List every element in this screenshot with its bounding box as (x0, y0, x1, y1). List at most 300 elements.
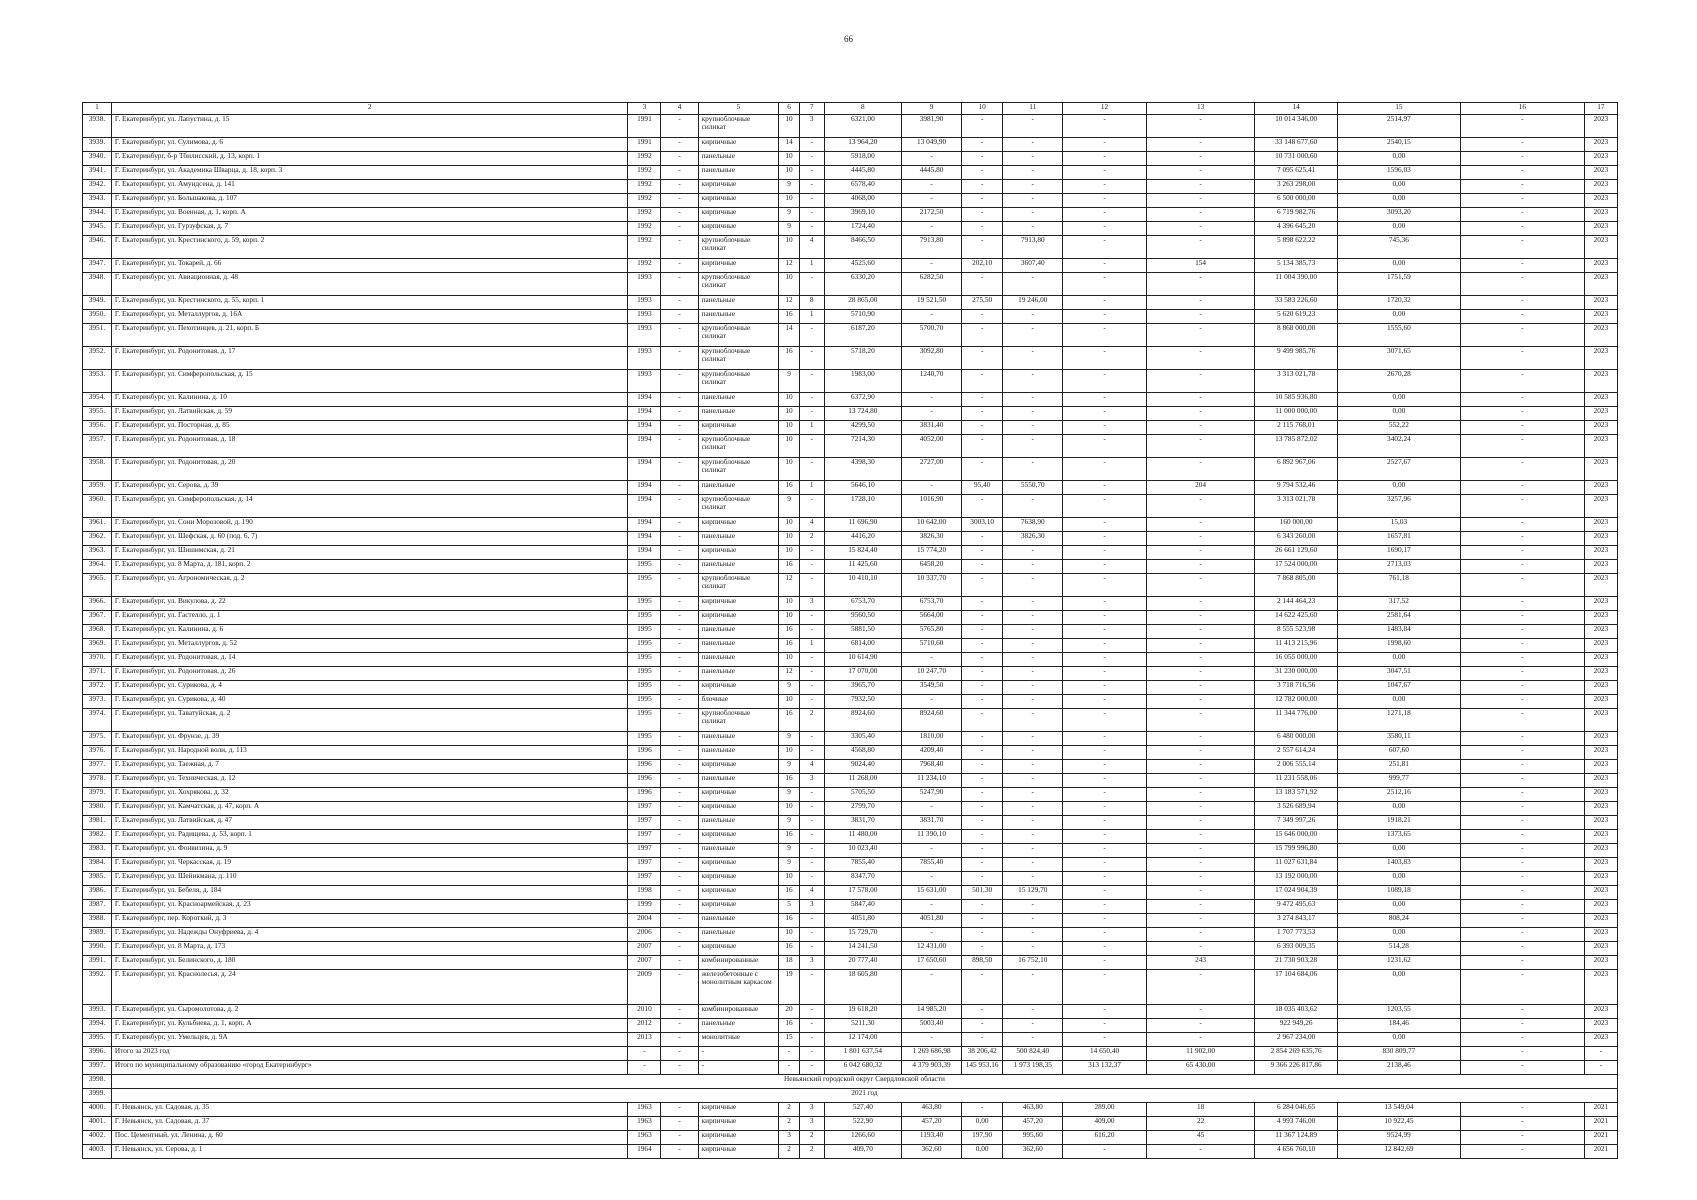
cell-col-5: блочные (698, 695, 779, 709)
table-row (83, 166, 1618, 180)
cell-col-13: - (1146, 574, 1254, 597)
cell-col-15: 0,00 (1337, 194, 1460, 208)
cell-col-3: 1997 (628, 816, 661, 830)
cell-col-14: 10 014 346,00 (1255, 115, 1338, 138)
cell-col-17: 2023 (1584, 709, 1617, 732)
cell-col-5: кирпичные (698, 788, 779, 802)
cell-col-7: - (799, 222, 824, 236)
cell-col-6: 9 (779, 760, 800, 774)
cell-col-11: - (1003, 347, 1063, 370)
cell-col-13: 243 (1146, 956, 1254, 970)
cell-col-7: - (799, 625, 824, 639)
cell-col-16: - (1460, 324, 1584, 347)
cell-col-9: 11 390,10 (902, 830, 962, 844)
address-cell: Г. Екатеринбург, ул. Калинина, д. 10 (111, 393, 627, 407)
cell-col-17: 2023 (1584, 310, 1617, 324)
table-row (83, 1103, 1618, 1117)
cell-col-5: кирпичные (698, 830, 779, 844)
cell-col-11: 7638,90 (1003, 518, 1063, 532)
cell-col-5: крупноблочные силикат (698, 324, 779, 347)
cell-col-3: 1993 (628, 273, 661, 296)
address-cell: Г. Екатеринбург, б-р Тбилисский, д. 13, корп. 1 (111, 152, 627, 166)
cell-col-7: - (799, 152, 824, 166)
cell-col-15: 0,00 (1337, 653, 1460, 667)
cell-col-3: 1992 (628, 166, 661, 180)
cell-col-5: кирпичные (698, 681, 779, 695)
cell-col-14: 10 731 000,60 (1255, 152, 1338, 166)
cell-col-8: 5718,20 (824, 347, 901, 370)
cell-col-15: 3071,65 (1337, 347, 1460, 370)
cell-col-10: - (962, 393, 1003, 407)
cell-col-11: - (1003, 560, 1063, 574)
address-cell: Г. Екатеринбург, ул. 8 Марта, д. 181, корп. 2 (111, 560, 627, 574)
cell-col-8: 3969,10 (824, 208, 901, 222)
cell-col-9: 12 431,00 (902, 942, 962, 956)
cell-col-13: - (1146, 236, 1254, 259)
cell-col-17: 2023 (1584, 1005, 1617, 1019)
cell-col-12: - (1063, 421, 1147, 435)
address-cell: Г. Екатеринбург, ул. Латвийская, д. 47 (111, 816, 627, 830)
cell-col-9: 10 337,70 (902, 574, 962, 597)
cell-col-5: панельные (698, 296, 779, 310)
row-number-cell: 3946. (83, 236, 112, 259)
cell-col-9: 4 379 903,39 (902, 1061, 962, 1075)
address-cell: Итого за 2023 год (111, 1047, 627, 1061)
cell-col-17: 2023 (1584, 816, 1617, 830)
cell-col-12: - (1063, 458, 1147, 481)
address-cell: Г. Екатеринбург, ул. Металлургов, д. 16А (111, 310, 627, 324)
cell-col-12: - (1063, 236, 1147, 259)
cell-col-13: - (1146, 194, 1254, 208)
cell-col-7: - (799, 695, 824, 709)
cell-col-9: 15 631,00 (902, 886, 962, 900)
cell-col-17: 2023 (1584, 914, 1617, 928)
cell-col-16: - (1460, 788, 1584, 802)
address-cell: Г. Екатеринбург, ул. Латвийская, д. 59 (111, 407, 627, 421)
cell-col-7: - (799, 1061, 824, 1075)
cell-col-8: 15 824,40 (824, 546, 901, 560)
cell-col-3: 1995 (628, 667, 661, 681)
cell-col-3: 1997 (628, 830, 661, 844)
cell-col-11: - (1003, 942, 1063, 956)
cell-col-13: 65 430,00 (1146, 1061, 1254, 1075)
cell-col-11: - (1003, 597, 1063, 611)
cell-col-7: - (799, 942, 824, 956)
cell-col-10: - (962, 194, 1003, 208)
cell-col-4: - (661, 816, 698, 830)
cell-col-15: 1998,60 (1337, 639, 1460, 653)
cell-col-15: 184,46 (1337, 1019, 1460, 1033)
cell-col-10: - (962, 310, 1003, 324)
cell-col-15: 1555,60 (1337, 324, 1460, 347)
section-heading-cell: Невьянский городской округ Свердловской области (111, 1075, 1617, 1089)
cell-col-17: 2023 (1584, 872, 1617, 886)
cell-col-6: 18 (779, 956, 800, 970)
cell-col-5: кирпичные (698, 611, 779, 625)
cell-col-14: 13 192 000,00 (1255, 872, 1338, 886)
cell-col-16: - (1460, 928, 1584, 942)
cell-col-12: - (1063, 152, 1147, 166)
cell-col-5: железобетонные с монолитным каркасом (698, 970, 779, 1005)
cell-col-10: - (962, 495, 1003, 518)
cell-col-10: - (962, 970, 1003, 1005)
cell-col-7: - (799, 732, 824, 746)
cell-col-8: 13 724,80 (824, 407, 901, 421)
cell-col-7: - (799, 970, 824, 1005)
cell-col-12: - (1063, 886, 1147, 900)
column-number-header-row (83, 103, 1618, 115)
cell-col-9: 5003,40 (902, 1019, 962, 1033)
cell-col-14: 17 024 904,39 (1255, 886, 1338, 900)
table-row (83, 560, 1618, 574)
cell-col-6: 16 (779, 347, 800, 370)
cell-col-10: - (962, 872, 1003, 886)
cell-col-10: 0,00 (962, 1117, 1003, 1131)
cell-col-8: 1983,00 (824, 370, 901, 393)
column-header-2: 2 (111, 103, 627, 115)
cell-col-15: 830 809,77 (1337, 1047, 1460, 1061)
column-header-3: 3 (628, 103, 661, 115)
cell-col-16: - (1460, 667, 1584, 681)
cell-col-11: - (1003, 928, 1063, 942)
cell-col-5: крупноблочные силикат (698, 115, 779, 138)
cell-col-15: 3257,96 (1337, 495, 1460, 518)
cell-col-13: - (1146, 760, 1254, 774)
cell-col-11: 3826,30 (1003, 532, 1063, 546)
address-cell: Г. Екатеринбург, ул. Красноармейская, д. 23 (111, 900, 627, 914)
row-number-cell: 3960. (83, 495, 112, 518)
cell-col-6: 10 (779, 597, 800, 611)
cell-col-11: - (1003, 152, 1063, 166)
cell-col-17: 2023 (1584, 259, 1617, 273)
cell-col-5: кирпичные (698, 518, 779, 532)
cell-col-11: - (1003, 844, 1063, 858)
cell-col-15: 1047,67 (1337, 681, 1460, 695)
cell-col-11: - (1003, 732, 1063, 746)
cell-col-4: - (661, 310, 698, 324)
cell-col-12: - (1063, 788, 1147, 802)
table-row (83, 435, 1618, 458)
cell-col-9: - (902, 970, 962, 1005)
cell-col-9: 457,20 (902, 1117, 962, 1131)
cell-col-13: - (1146, 914, 1254, 928)
cell-col-14: 17 524 000,00 (1255, 560, 1338, 574)
cell-col-15: 0,00 (1337, 928, 1460, 942)
cell-col-8: 522,90 (824, 1117, 901, 1131)
address-cell: Итого по муниципальному образованию «город Екатеринбург» (111, 1061, 627, 1075)
cell-col-13: - (1146, 1005, 1254, 1019)
cell-col-8: 11 480,00 (824, 830, 901, 844)
cell-col-9: 3831,40 (902, 421, 962, 435)
cell-col-17: 2023 (1584, 495, 1617, 518)
cell-col-9: 17 650,60 (902, 956, 962, 970)
cell-col-13: - (1146, 166, 1254, 180)
cell-col-14: 2 854 269 635,76 (1255, 1047, 1338, 1061)
cell-col-6: 10 (779, 532, 800, 546)
cell-col-5: кирпичные (698, 886, 779, 900)
cell-col-5: панельные (698, 407, 779, 421)
cell-col-5: кирпичные (698, 760, 779, 774)
cell-col-7: 1 (799, 310, 824, 324)
table-row (83, 194, 1618, 208)
cell-col-6: 9 (779, 732, 800, 746)
cell-col-13: - (1146, 774, 1254, 788)
row-number-cell: 3983. (83, 844, 112, 858)
table-row (83, 481, 1618, 495)
cell-col-6: 10 (779, 611, 800, 625)
cell-col-15: 0,00 (1337, 407, 1460, 421)
row-number-cell: 3969. (83, 639, 112, 653)
cell-col-6: 10 (779, 152, 800, 166)
cell-col-7: - (799, 273, 824, 296)
cell-col-5: панельные (698, 746, 779, 760)
address-cell: Г. Екатеринбург, ул. Токарей, д. 66 (111, 259, 627, 273)
cell-col-7: - (799, 138, 824, 152)
cell-col-3: 1994 (628, 458, 661, 481)
cell-col-10: - (962, 324, 1003, 347)
cell-col-5: комбинированные (698, 956, 779, 970)
row-number-cell: 3996. (83, 1047, 112, 1061)
cell-col-10: - (962, 914, 1003, 928)
cell-col-13: - (1146, 421, 1254, 435)
address-cell: Г. Екатеринбург, ул. Шишимская, д. 21 (111, 546, 627, 560)
cell-col-16: - (1460, 872, 1584, 886)
cell-col-5: панельные (698, 393, 779, 407)
cell-col-8: 8924,60 (824, 709, 901, 732)
cell-col-13: - (1146, 942, 1254, 956)
cell-col-6: 10 (779, 746, 800, 760)
cell-col-4: - (661, 956, 698, 970)
cell-col-11: - (1003, 914, 1063, 928)
cell-col-17: 2023 (1584, 667, 1617, 681)
cell-col-8: 3965,70 (824, 681, 901, 695)
cell-col-7: 8 (799, 296, 824, 310)
cell-col-12: - (1063, 774, 1147, 788)
cell-col-10: - (962, 222, 1003, 236)
cell-col-13: 204 (1146, 481, 1254, 495)
cell-col-3: 2004 (628, 914, 661, 928)
cell-col-15: 0,00 (1337, 872, 1460, 886)
cell-col-8: 9560,50 (824, 611, 901, 625)
cell-col-13: - (1146, 970, 1254, 1005)
cell-col-14: 922 949,26 (1255, 1019, 1338, 1033)
cell-col-3: 1993 (628, 347, 661, 370)
cell-col-17: 2023 (1584, 518, 1617, 532)
cell-col-4: - (661, 1103, 698, 1117)
cell-col-5: крупноблочные силикат (698, 273, 779, 296)
cell-col-7: 2 (799, 709, 824, 732)
cell-col-16: - (1460, 816, 1584, 830)
row-number-cell: 3968. (83, 625, 112, 639)
cell-col-8: 7855,40 (824, 858, 901, 872)
cell-col-11: 995,60 (1003, 1131, 1063, 1145)
table-row (83, 788, 1618, 802)
cell-col-10: - (962, 900, 1003, 914)
cell-col-15: 0,00 (1337, 844, 1460, 858)
address-cell: Г. Екатеринбург, ул. Сыромолотова, д. 2 (111, 1005, 627, 1019)
table-row (83, 138, 1618, 152)
cell-col-17: 2023 (1584, 324, 1617, 347)
cell-col-13: - (1146, 653, 1254, 667)
cell-col-4: - (661, 458, 698, 481)
cell-col-17: 2023 (1584, 194, 1617, 208)
cell-col-4: - (661, 1131, 698, 1145)
cell-col-6: 9 (779, 844, 800, 858)
cell-col-3: 1993 (628, 370, 661, 393)
cell-col-6: 14 (779, 324, 800, 347)
cell-col-6: 9 (779, 681, 800, 695)
cell-col-13: - (1146, 1019, 1254, 1033)
cell-col-5: кирпичные (698, 1145, 779, 1159)
cell-col-7: - (799, 681, 824, 695)
cell-col-13: - (1146, 347, 1254, 370)
cell-col-3: 1964 (628, 1145, 661, 1159)
cell-col-10: - (962, 681, 1003, 695)
cell-col-3: 1995 (628, 709, 661, 732)
cell-col-3: 1996 (628, 774, 661, 788)
cell-col-15: 0,00 (1337, 1033, 1460, 1047)
cell-col-16: - (1460, 296, 1584, 310)
cell-col-5: крупноблочные силикат (698, 458, 779, 481)
cell-col-16: - (1460, 115, 1584, 138)
table-row (83, 872, 1618, 886)
cell-col-6: 10 (779, 653, 800, 667)
cell-col-15: 12 842,69 (1337, 1145, 1460, 1159)
cell-col-7: - (799, 370, 824, 393)
cell-col-17: 2023 (1584, 858, 1617, 872)
cell-col-6: 12 (779, 259, 800, 273)
cell-col-4: - (661, 296, 698, 310)
cell-col-8: 527,40 (824, 1103, 901, 1117)
table-row (83, 802, 1618, 816)
cell-col-9: 5765,80 (902, 625, 962, 639)
cell-col-14: 8 555 523,98 (1255, 625, 1338, 639)
cell-col-8: 409,70 (824, 1145, 901, 1159)
cell-col-6: 12 (779, 574, 800, 597)
cell-col-12: - (1063, 639, 1147, 653)
cell-col-15: 607,60 (1337, 746, 1460, 760)
cell-col-10: - (962, 152, 1003, 166)
address-cell: Г. Екатеринбург, ул. Шефская, д. 60 (под. 6, 7) (111, 532, 627, 546)
cell-col-15: 2138,46 (1337, 1061, 1460, 1075)
cell-col-5: панельные (698, 310, 779, 324)
cell-col-14: 15 799 996,80 (1255, 844, 1338, 858)
cell-col-12: - (1063, 695, 1147, 709)
cell-col-17: 2021 (1584, 1103, 1617, 1117)
cell-col-10: - (962, 166, 1003, 180)
cell-col-13: - (1146, 152, 1254, 166)
cell-col-15: 2713,03 (1337, 560, 1460, 574)
address-cell: Г. Екатеринбург, ул. Белинского, д. 180 (111, 956, 627, 970)
cell-col-17: 2023 (1584, 370, 1617, 393)
cell-col-16: - (1460, 574, 1584, 597)
cell-col-10: 95,40 (962, 481, 1003, 495)
cell-col-10: - (962, 709, 1003, 732)
cell-col-7: - (799, 802, 824, 816)
table-row (83, 324, 1618, 347)
cell-col-17: 2023 (1584, 421, 1617, 435)
cell-col-8: 1 801 637,54 (824, 1047, 901, 1061)
cell-col-12: - (1063, 273, 1147, 296)
cell-col-4: - (661, 495, 698, 518)
cell-col-9: 4052,00 (902, 435, 962, 458)
cell-col-10: 197,90 (962, 1131, 1003, 1145)
cell-col-4: - (661, 760, 698, 774)
cell-col-17: 2023 (1584, 407, 1617, 421)
cell-col-8: 6814,00 (824, 639, 901, 653)
cell-col-11: - (1003, 324, 1063, 347)
cell-col-7: - (799, 746, 824, 760)
cell-col-11: - (1003, 435, 1063, 458)
table-row (83, 942, 1618, 956)
cell-col-9: 2172,50 (902, 208, 962, 222)
table-row (83, 259, 1618, 273)
cell-col-5: панельные (698, 844, 779, 858)
cell-col-3: 1996 (628, 788, 661, 802)
cell-col-15: 1690,17 (1337, 546, 1460, 560)
cell-col-10: 0,00 (962, 1145, 1003, 1159)
row-number-cell: 3994. (83, 1019, 112, 1033)
cell-col-16: - (1460, 259, 1584, 273)
cell-col-8: 6330,20 (824, 273, 901, 296)
cell-col-11: 7913,80 (1003, 236, 1063, 259)
cell-col-12: 289,00 (1063, 1103, 1147, 1117)
cell-col-3: 1992 (628, 259, 661, 273)
address-cell: Г. Екатеринбург, ул. Викулова, д. 22 (111, 597, 627, 611)
cell-col-13: - (1146, 816, 1254, 830)
address-cell: Г. Екатеринбург, ул. Симферопольская, д. 14 (111, 495, 627, 518)
cell-col-6: 10 (779, 236, 800, 259)
cell-col-10: 898,50 (962, 956, 1003, 970)
cell-col-8: 17 070,00 (824, 667, 901, 681)
cell-col-8: 15 729,70 (824, 928, 901, 942)
cell-col-5: крупноблочные силикат (698, 435, 779, 458)
cell-col-8: 6 042 680,32 (824, 1061, 901, 1075)
cell-col-14: 4 396 645,20 (1255, 222, 1338, 236)
cell-col-16: - (1460, 774, 1584, 788)
cell-col-6: 16 (779, 1019, 800, 1033)
cell-col-15: 1373,65 (1337, 830, 1460, 844)
cell-col-16: - (1460, 273, 1584, 296)
table-row (83, 667, 1618, 681)
cell-col-4: - (661, 639, 698, 653)
cell-col-6: 5 (779, 900, 800, 914)
cell-col-14: 7 868 805,00 (1255, 574, 1338, 597)
cell-col-9: 1 269 686,98 (902, 1047, 962, 1061)
cell-col-13: - (1146, 296, 1254, 310)
cell-col-10: 38 206,42 (962, 1047, 1003, 1061)
address-cell: Г. Екатеринбург, ул. Авиационная, д. 48 (111, 273, 627, 296)
cell-col-8: 4398,30 (824, 458, 901, 481)
cell-col-9: 8924,60 (902, 709, 962, 732)
cell-col-3: 1992 (628, 208, 661, 222)
cell-col-6: 10 (779, 407, 800, 421)
cell-col-12: - (1063, 746, 1147, 760)
address-cell: Г. Екатеринбург, ул. Родонитовая, д. 17 (111, 347, 627, 370)
cell-col-12: - (1063, 597, 1147, 611)
cell-col-5: кирпичные (698, 942, 779, 956)
cell-col-5: панельные (698, 639, 779, 653)
cell-col-17: 2021 (1584, 1145, 1617, 1159)
cell-col-12: - (1063, 956, 1147, 970)
cell-col-12: - (1063, 324, 1147, 347)
row-number-cell: 3951. (83, 324, 112, 347)
cell-col-7: - (799, 1033, 824, 1047)
cell-col-6: - (779, 1061, 800, 1075)
cell-col-8: 6187,20 (824, 324, 901, 347)
cell-col-16: - (1460, 518, 1584, 532)
address-cell: Г. Екатеринбург, ул. Кульбиева, д. 1, корп. А (111, 1019, 627, 1033)
